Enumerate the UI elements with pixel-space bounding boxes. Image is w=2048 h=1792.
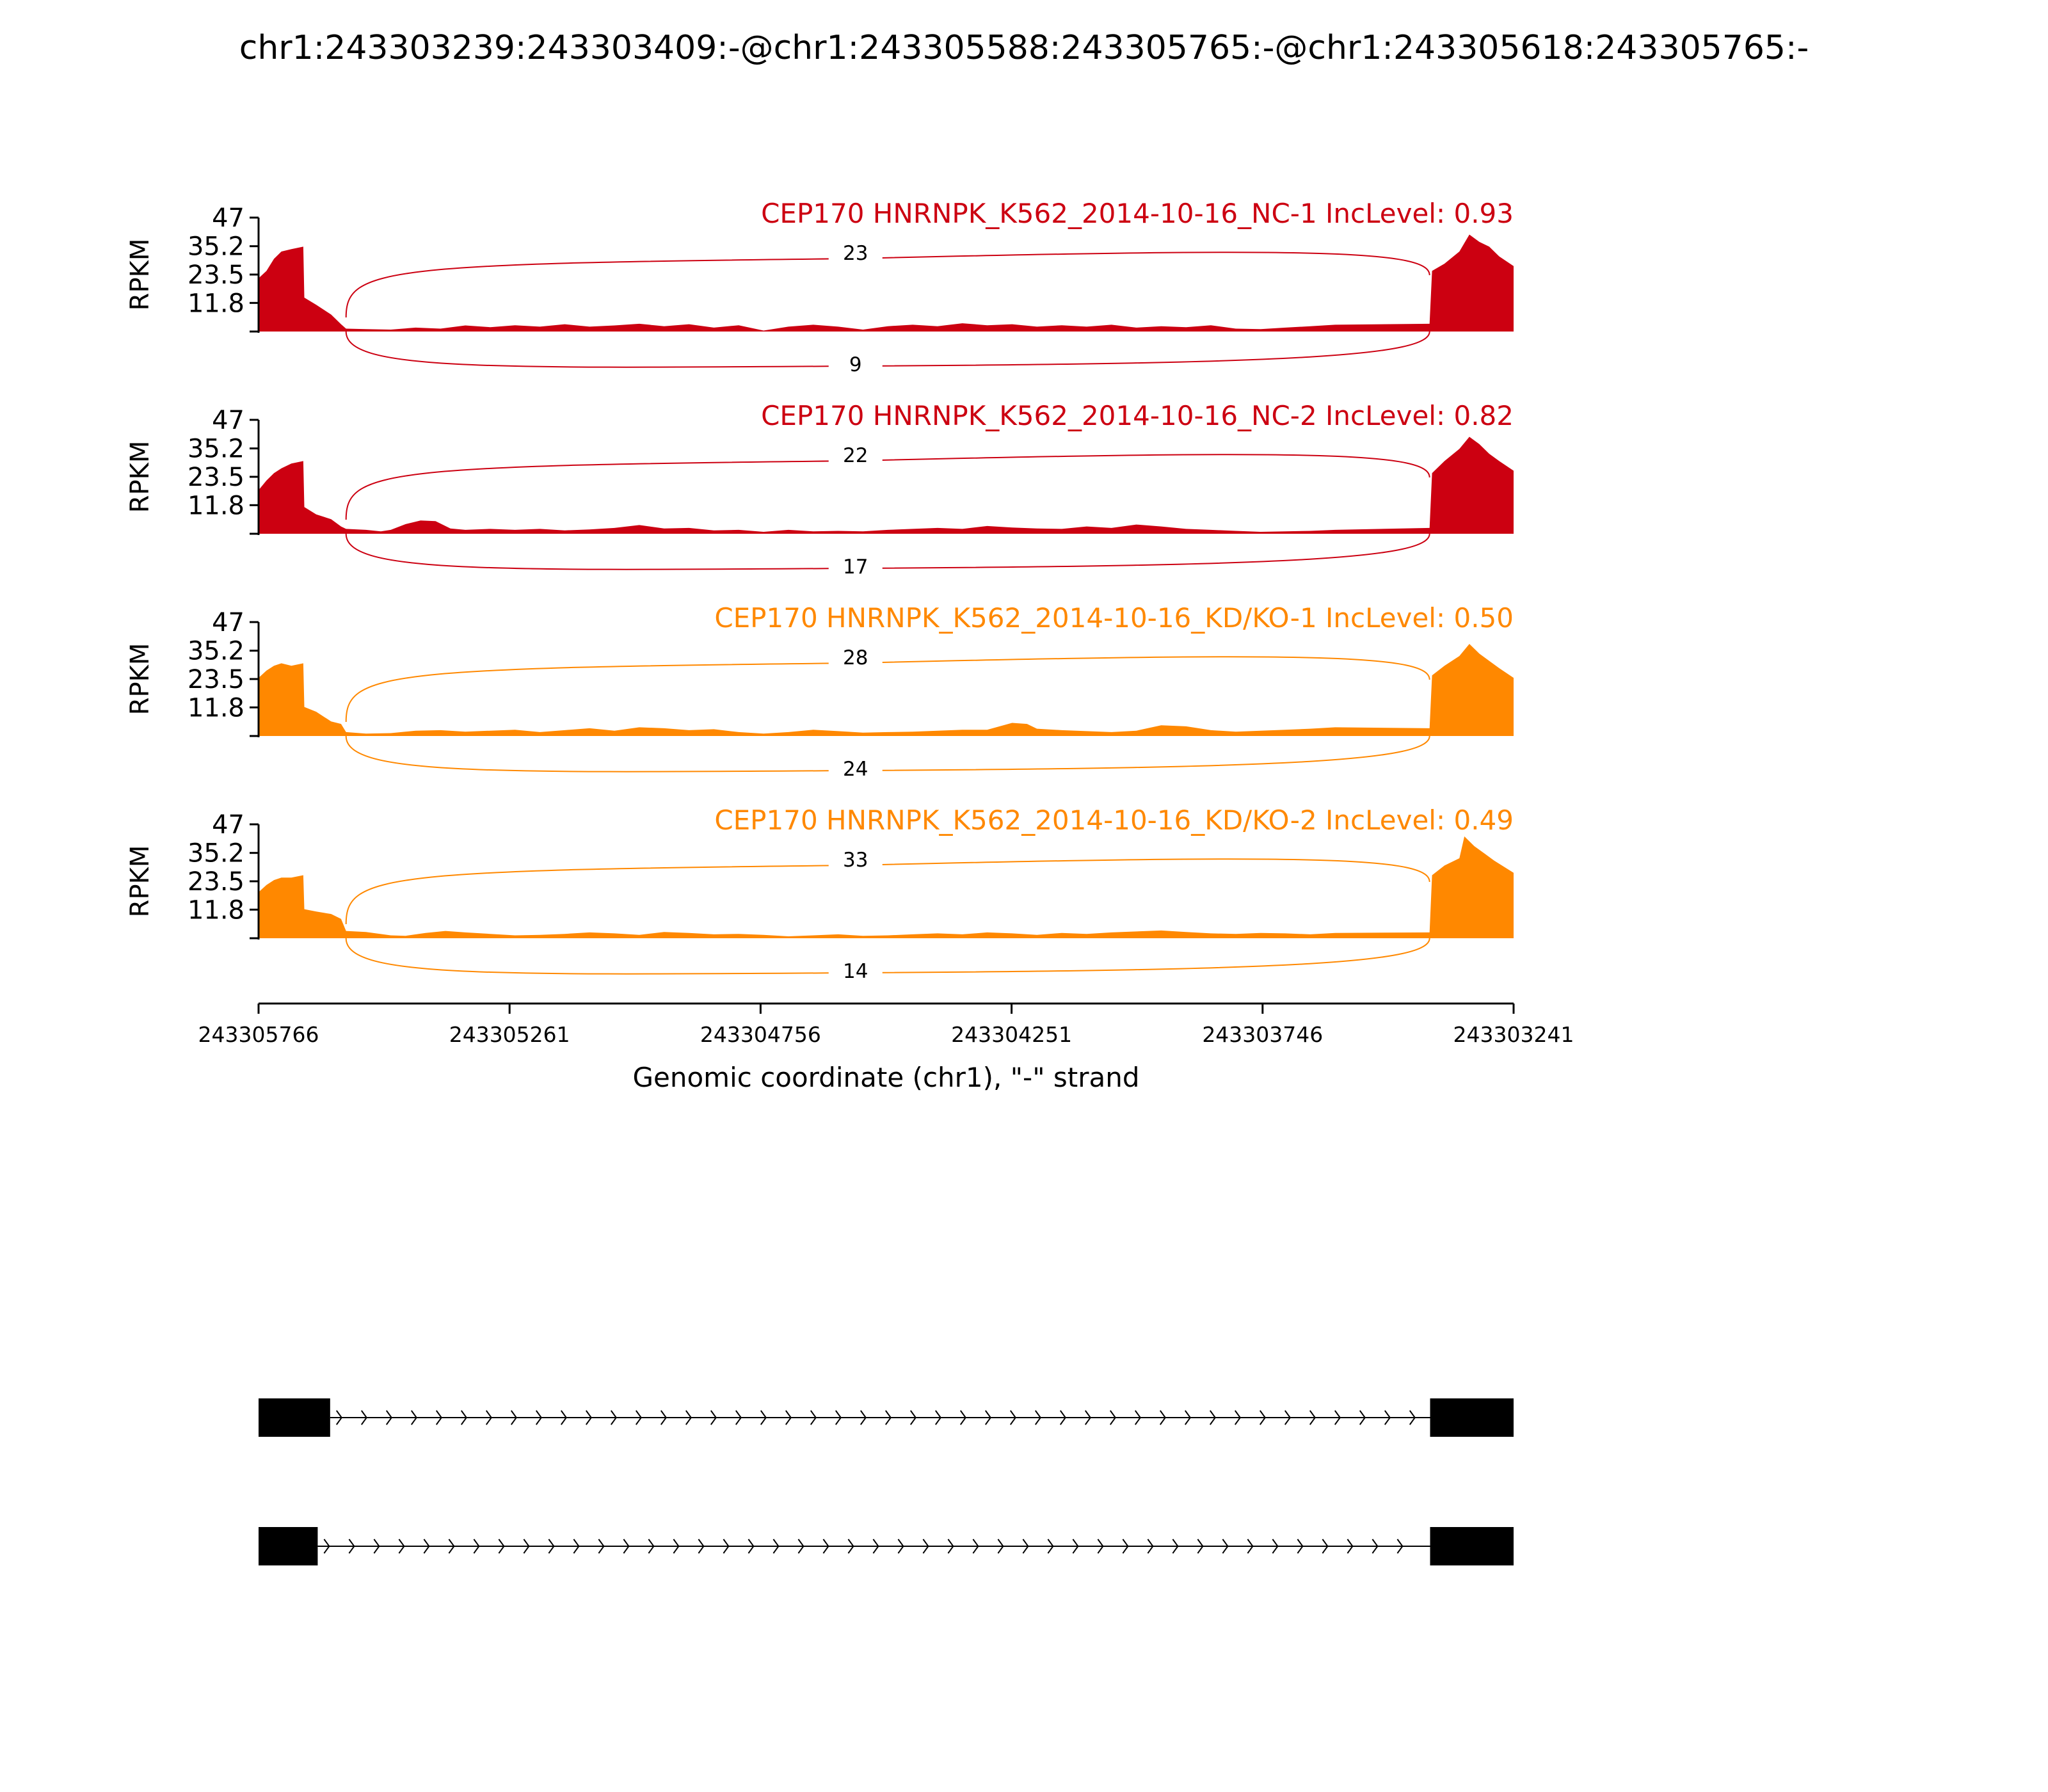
x-tick-label: 243303241 (1453, 1022, 1574, 1047)
y-axis (125, 406, 259, 535)
junction-arc-bottom (346, 534, 1430, 570)
panel-1 (125, 198, 1514, 378)
x-tick-label: 243305261 (449, 1022, 570, 1047)
x-axis (198, 1004, 1574, 1093)
y-tick-label: 23.5 (187, 665, 244, 694)
y-axis-label: RPKM (125, 643, 155, 716)
panel-2 (125, 400, 1514, 580)
junction-arc-bottom (346, 332, 1430, 367)
exon-block (1430, 1398, 1514, 1437)
coverage-area (259, 235, 1514, 332)
sample-label: CEP170 HNRNPK_K562_2014-10-16_KD/KO-1 IncLevel: 0.50 (714, 602, 1514, 634)
gene-model-2 (259, 1527, 1514, 1565)
panel-4 (125, 804, 1514, 984)
gene-models (259, 1398, 1514, 1565)
x-tick-label: 243304251 (951, 1022, 1073, 1047)
y-axis (125, 608, 259, 737)
y-axis (125, 204, 259, 333)
y-axis (125, 810, 259, 940)
coverage-panels (125, 198, 1514, 984)
y-axis-label: RPKM (125, 845, 155, 918)
x-tick-label: 243304756 (700, 1022, 821, 1047)
y-tick-label: 47 (212, 810, 244, 840)
sample-label: CEP170 HNRNPK_K562_2014-10-16_NC-2 IncLevel: 0.82 (761, 400, 1514, 431)
exon-block (1430, 1527, 1514, 1565)
y-tick-label: 23.5 (187, 867, 244, 897)
y-tick-label: 47 (212, 406, 244, 435)
y-tick-label: 11.8 (187, 693, 244, 723)
panel-3 (125, 602, 1514, 782)
junction-arc-top (346, 252, 1430, 317)
sample-label: CEP170 HNRNPK_K562_2014-10-16_NC-1 IncLevel: 0.93 (761, 198, 1514, 229)
y-tick-label: 23.5 (187, 463, 244, 492)
chart-title: chr1:243303239:243303409:-@chr1:243305588:243305765:-@chr1:243305618:243305765:- (239, 29, 1809, 67)
x-tick-label: 243305766 (198, 1022, 319, 1047)
y-tick-label: 11.8 (187, 895, 244, 925)
y-axis-label: RPKM (125, 440, 155, 513)
y-tick-label: 11.8 (187, 289, 244, 319)
y-tick-label: 47 (212, 608, 244, 637)
y-tick-label: 35.2 (187, 838, 244, 868)
gene-model-1 (259, 1398, 1514, 1437)
coverage-area (259, 437, 1514, 534)
x-axis-label: Genomic coordinate (chr1), "-" strand (632, 1062, 1140, 1093)
y-tick-label: 47 (212, 204, 244, 233)
junction-count-top: 23 (843, 242, 868, 265)
junction-count-bottom: 24 (843, 758, 868, 781)
junction-count-top: 22 (843, 444, 868, 467)
junction-arc-top (346, 859, 1430, 924)
junction-count-bottom: 14 (843, 960, 868, 983)
exon-block (259, 1398, 330, 1437)
junction-count-bottom: 17 (843, 556, 868, 579)
exon-block (259, 1527, 317, 1565)
y-tick-label: 35.2 (187, 232, 244, 262)
x-tick-label: 243303746 (1202, 1022, 1324, 1047)
junction-count-top: 28 (843, 646, 868, 669)
y-tick-label: 35.2 (187, 434, 244, 464)
coverage-area (259, 836, 1514, 938)
y-axis-label: RPKM (125, 238, 155, 311)
junction-count-bottom: 9 (849, 353, 862, 376)
junction-arc-bottom (346, 736, 1430, 772)
sample-label: CEP170 HNRNPK_K562_2014-10-16_KD/KO-2 IncLevel: 0.49 (714, 804, 1514, 836)
y-tick-label: 35.2 (187, 636, 244, 666)
y-tick-label: 23.5 (187, 260, 244, 290)
junction-arc-top (346, 657, 1430, 722)
junction-arc-top (346, 454, 1430, 520)
junction-count-top: 33 (843, 849, 868, 872)
y-tick-label: 11.8 (187, 491, 244, 521)
junction-arc-bottom (346, 938, 1430, 974)
